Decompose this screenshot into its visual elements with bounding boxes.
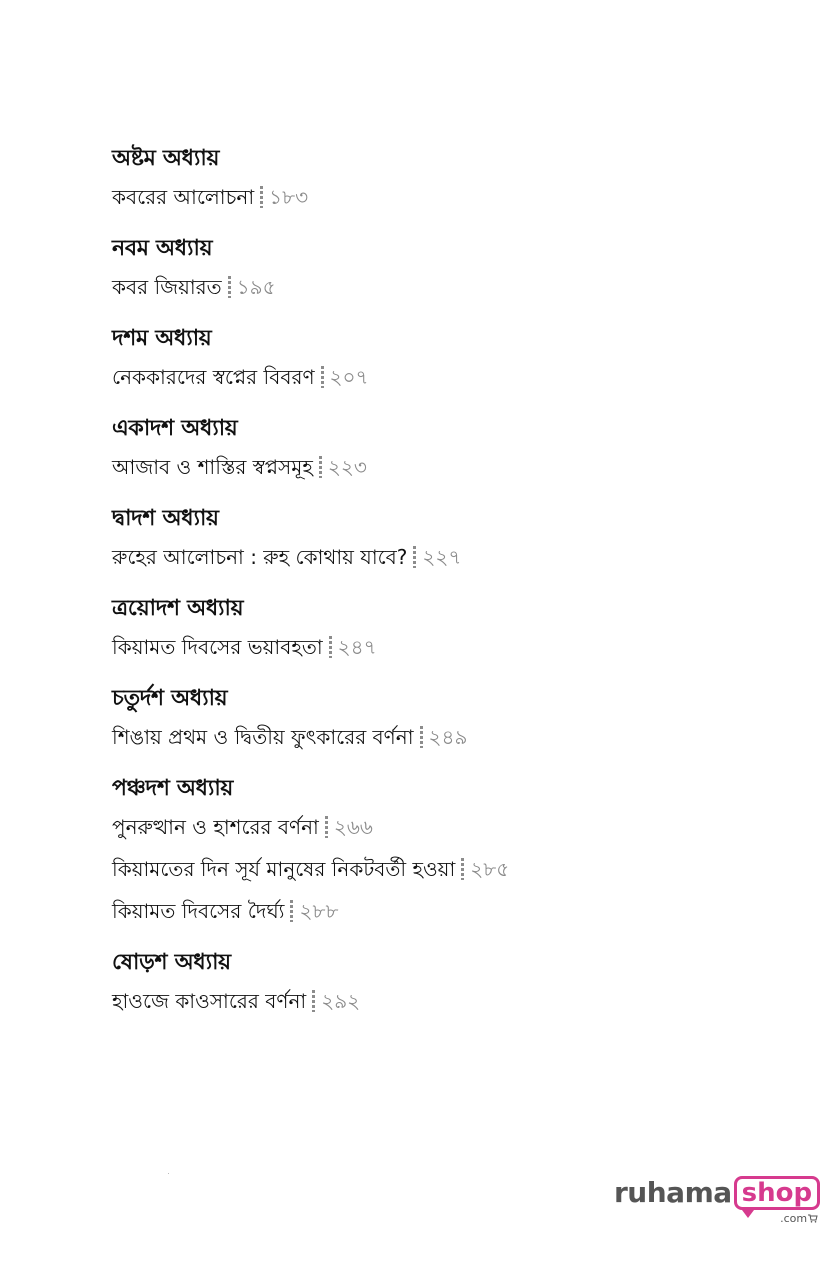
entry-title: পুনরুত্থান ও হাশরের বর্ণনা — [112, 815, 319, 839]
page-number: ২৬৬ — [333, 815, 373, 839]
logo-brand-text: ruhama — [614, 1176, 732, 1209]
chapter-16 — [112, 944, 752, 1022]
logo-domain-text — [780, 1212, 818, 1225]
chapter-14 — [112, 680, 752, 758]
page-number: ১৮৩ — [269, 185, 309, 209]
chapter-11 — [112, 410, 752, 488]
chapter-heading: অষ্টম অধ্যায় — [112, 145, 220, 171]
page-number: ২৮৮ — [299, 899, 339, 923]
entry-title: কবরের আলোচনা — [112, 185, 255, 209]
entry-title: হাওজে কাওসারের বর্ণনা — [112, 989, 307, 1013]
toc-entry[interactable] — [112, 536, 752, 578]
chapter-heading: পঞ্চদশ অধ্যায় — [112, 775, 234, 801]
scan-speck — [168, 1173, 169, 1174]
separator-bar — [228, 276, 231, 298]
speech-bubble-tail-icon — [742, 1210, 754, 1218]
page-number: ২৪৯ — [428, 725, 468, 749]
logo-domain-label: .com — [780, 1212, 808, 1225]
toc-entry[interactable] — [112, 806, 752, 848]
logo-shop-text: shop — [734, 1176, 820, 1210]
separator-bar — [329, 636, 332, 658]
chapter-heading: চতুর্দশ অধ্যায় — [112, 685, 228, 711]
page-number: ২৪৭ — [337, 635, 377, 659]
toc-entry[interactable] — [112, 848, 752, 890]
separator-bar — [321, 366, 324, 388]
chapter-12 — [112, 500, 752, 578]
chapter-heading: ত্রয়োদশ অধ্যায় — [112, 595, 244, 621]
chapter-13 — [112, 590, 752, 668]
chapter-9 — [112, 230, 752, 308]
entry-title: শিঙায় প্রথম ও দ্বিতীয় ফুৎকারের বর্ণনা — [112, 725, 414, 749]
toc-entry[interactable] — [112, 890, 752, 932]
chapter-heading: একাদশ অধ্যায় — [112, 415, 238, 441]
chapter-10 — [112, 320, 752, 398]
cart-icon — [808, 1214, 818, 1223]
logo-shop-badge — [734, 1176, 820, 1225]
page-number: ২৮৫ — [470, 857, 510, 881]
entry-title: কিয়ামত দিবসের ভয়াবহতা — [112, 635, 323, 659]
page-number: ২০৭ — [329, 365, 369, 389]
chapter-heading: নবম অধ্যায় — [112, 235, 213, 261]
separator-bar — [413, 546, 416, 568]
entry-title: আজাব ও শাস্তির স্বপ্নসমূহ — [112, 455, 313, 479]
entry-title: কিয়ামতের দিন সূর্য মানুষের নিকটবর্তী হওয়া — [112, 857, 456, 881]
table-of-contents — [112, 140, 752, 1034]
entry-title: কিয়ামত দিবসের দৈর্ঘ্য — [112, 899, 285, 923]
toc-entry[interactable] — [112, 356, 752, 398]
separator-bar — [325, 816, 328, 838]
page-number: ২২৩ — [327, 455, 367, 479]
chapter-heading: দ্বাদশ অধ্যায় — [112, 505, 219, 531]
chapter-8 — [112, 140, 752, 218]
page-number: ১৯৫ — [236, 275, 276, 299]
separator-bar — [461, 858, 464, 880]
separator-bar — [260, 186, 263, 208]
entry-title: কবর জিয়ারত — [112, 275, 222, 299]
ruhamashop-logo — [614, 1176, 820, 1224]
toc-entry[interactable] — [112, 716, 752, 758]
toc-entry[interactable] — [112, 266, 752, 308]
separator-bar — [290, 900, 293, 922]
toc-entry[interactable] — [112, 446, 752, 488]
chapter-heading: ষোড়শ অধ্যায় — [112, 949, 231, 975]
chapter-15 — [112, 770, 752, 932]
entry-title: রুহের আলোচনা : রুহ কোথায় যাবে? — [112, 545, 408, 569]
separator-bar — [420, 726, 423, 748]
toc-entry[interactable] — [112, 626, 752, 668]
separator-bar — [312, 990, 315, 1012]
entry-title: নেককারদের স্বপ্নের বিবরণ — [112, 365, 315, 389]
separator-bar — [319, 456, 322, 478]
chapter-heading: দশম অধ্যায় — [112, 325, 212, 351]
toc-entry[interactable] — [112, 176, 752, 218]
toc-entry[interactable] — [112, 980, 752, 1022]
page-number: ২৯২ — [321, 989, 361, 1013]
page-number: ২২৭ — [422, 545, 462, 569]
